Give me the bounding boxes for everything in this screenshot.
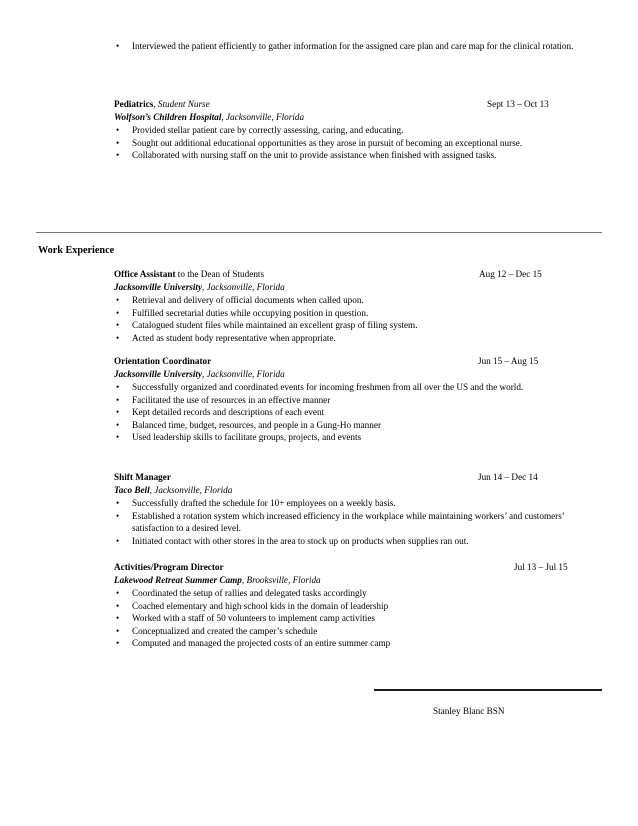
list-item: • Provided stellar patient care by correctly assessing, caring, and educating. — [114, 124, 600, 137]
org-name: Taco Bell — [114, 485, 150, 495]
list-item: • Collaborated with nursing staff on the unit to provide assistance when finished with assigned tasks. — [114, 149, 600, 162]
date-range: Jun 14 – Dec 14 — [478, 472, 538, 482]
role-line — [114, 98, 600, 111]
bullet-list — [114, 294, 600, 344]
role-line — [114, 471, 600, 484]
org-line — [114, 281, 600, 294]
list-item: • Successfully organized and coordinated events for incoming freshmen from all over the US and the world. — [114, 381, 600, 394]
list-item: • Sought out additional educational opportunities as they arose in pursuit of becoming an exceptional nurse. — [114, 137, 600, 150]
role-title: Activities/Program Director — [114, 562, 224, 572]
role-line — [114, 268, 600, 281]
list-item: • Conceptualized and created the camper’s schedule — [114, 625, 600, 638]
bullet-list — [114, 40, 600, 53]
list-item: • Coordinated the setup of rallies and delegated tasks accordingly — [114, 587, 600, 600]
pediatrics-entry — [114, 98, 600, 162]
list-item: • Coached elementary and high school kids in the domain of leadership — [114, 600, 600, 613]
org-location: , Jacksonville, Florida — [202, 369, 285, 379]
org-name: Jacksonville University — [114, 369, 203, 379]
signature-name: Stanley Blanc BSN — [433, 706, 505, 716]
list-item: • Computed and managed the projected costs of an entire summer camp — [114, 637, 600, 650]
org-line — [114, 368, 600, 381]
list-item: • Facilitated the use of resources in an effective manner — [114, 394, 600, 407]
list-item: • Retrieval and delivery of official documents when called upon. — [114, 294, 600, 307]
role-title: Office Assistant — [114, 269, 176, 279]
job-entry-office-assistant — [114, 268, 600, 344]
job-entry-orientation-coordinator — [114, 355, 600, 444]
list-item: • Interviewed the patient efficiently to gather information for the assigned care plan and care map for the clinical rotation. — [114, 40, 600, 53]
top-bullet-block — [114, 40, 600, 53]
date-range: Sept 13 – Oct 13 — [487, 99, 549, 109]
list-item: • Worked with a staff of 50 volunteers to implement camp activities — [114, 612, 600, 625]
section-divider — [36, 232, 602, 233]
org-line — [114, 111, 600, 124]
role-title: Orientation Coordinator — [114, 356, 212, 366]
list-item: • Acted as student body representative when appropriate. — [114, 332, 600, 345]
date-range: Aug 12 – Dec 15 — [479, 269, 542, 279]
org-name: Wolfson’s Children Hospital — [114, 112, 222, 122]
job-entry-program-director — [114, 561, 600, 650]
list-item: • Used leadership skills to facilitate groups, projects, and events — [114, 431, 600, 444]
role-title: Shift Manager — [114, 472, 171, 482]
org-location: , Jacksonville, Florida — [221, 112, 305, 122]
date-range: Jul 13 – Jul 15 — [514, 562, 568, 572]
list-item: • Fulfilled secretarial duties while occupying position in question. — [114, 307, 600, 320]
role-subtitle: to the Dean of Students — [175, 269, 265, 279]
list-item: • Catalogued student files while maintained an excellent grasp of filing system. — [114, 319, 600, 332]
org-location: , Jacksonville, Florida — [202, 282, 285, 292]
list-item: • Kept detailed records and descriptions of each event — [114, 406, 600, 419]
list-item: • Balanced time, budget, resources, and people in a Gung-Ho manner — [114, 419, 600, 432]
role-line — [114, 355, 600, 368]
role-title: Pediatrics — [114, 99, 154, 109]
bullet-list — [114, 497, 600, 547]
org-line — [114, 484, 600, 497]
bullet-list — [114, 381, 600, 444]
date-range: Jun 15 – Aug 15 — [478, 356, 539, 366]
bullet-list — [114, 587, 600, 650]
org-location: , Jacksonville, Florida — [149, 485, 233, 495]
list-item: • Initiated contact with other stores in the area to stock up on products when supplies ran out. — [114, 535, 600, 548]
role-line — [114, 561, 600, 574]
role-subtitle: , Student Nurse — [153, 99, 210, 109]
job-entry-shift-manager — [114, 471, 600, 547]
list-item: • Successfully drafted the schedule for 10+ employees on a weekly basis. — [114, 497, 600, 510]
section-heading-work-experience: Work Experience — [38, 245, 115, 256]
signature-rule — [374, 689, 602, 691]
org-name: Lakewood Retreat Summer Camp — [114, 575, 242, 585]
org-line — [114, 574, 600, 587]
org-name: Jacksonville University — [114, 282, 203, 292]
bullet-list — [114, 124, 600, 162]
org-location: , Brooksville, Florida — [241, 575, 321, 585]
list-item: • Established a rotation system which increased efficiency in the workplace while maintaining workers’ and customers’ satisfaction to a desired level. — [114, 510, 600, 535]
